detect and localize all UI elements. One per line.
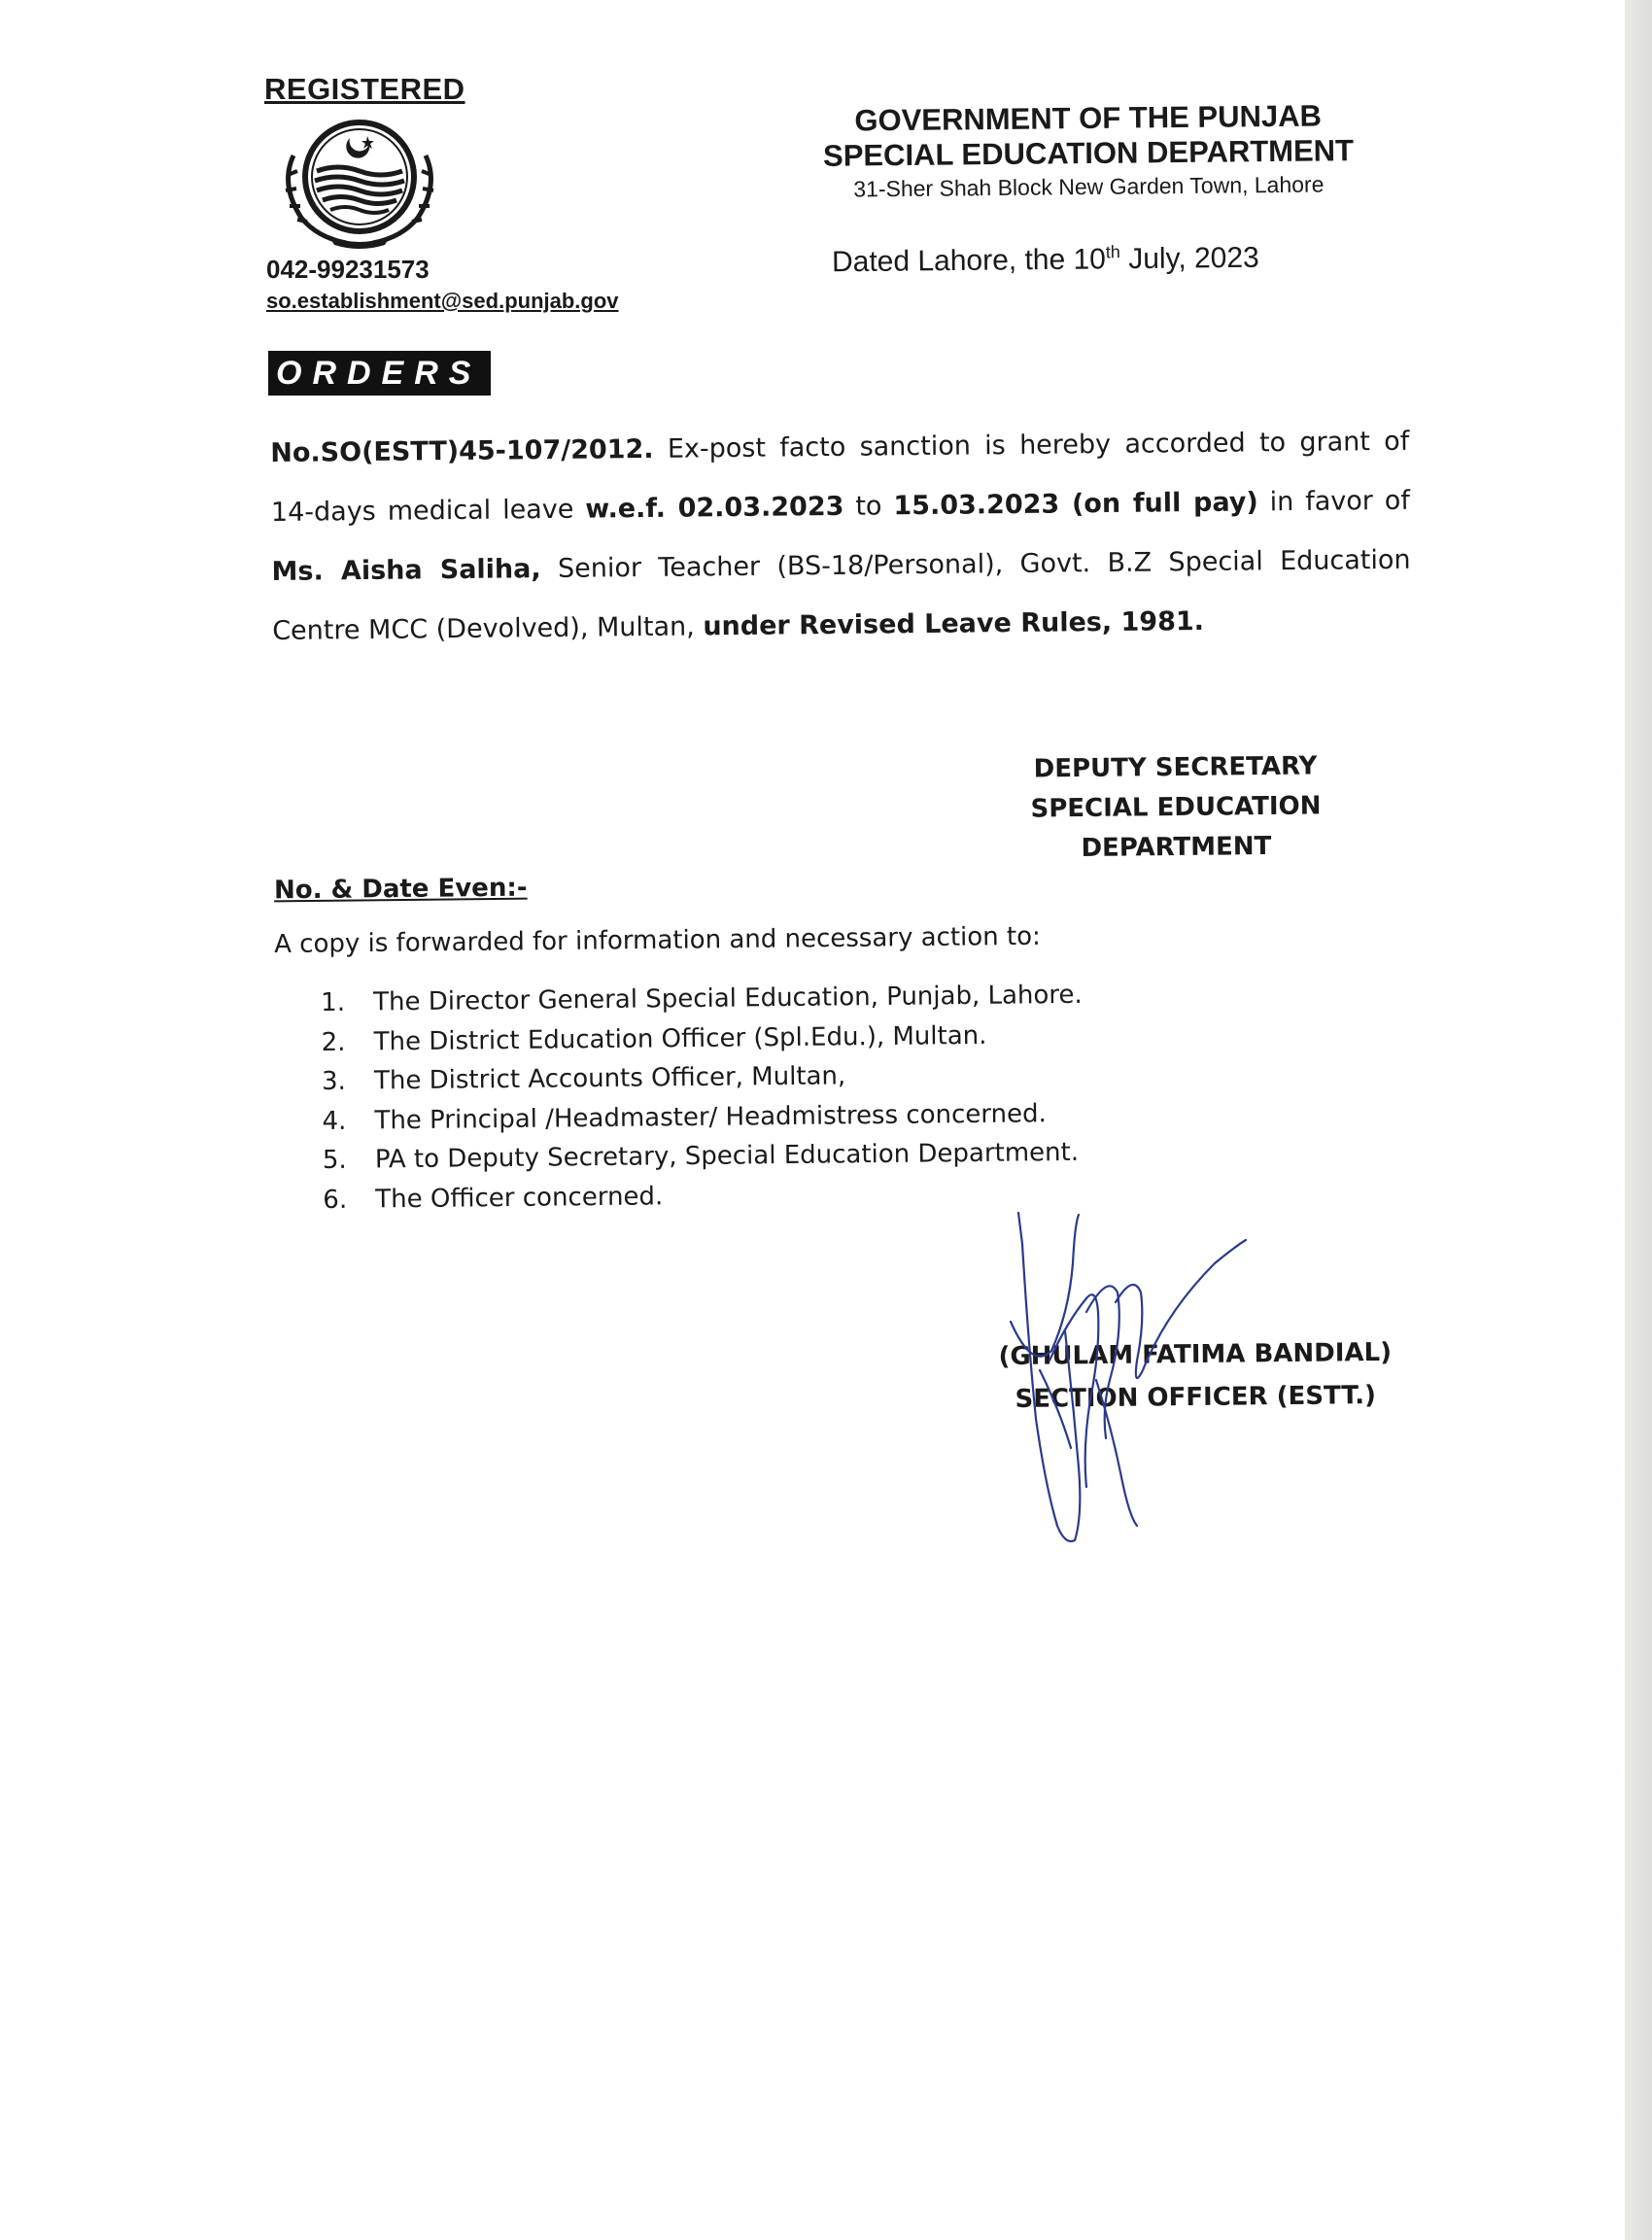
dated-line: Dated Lahore, the 10th July, 2023: [831, 241, 1259, 279]
punjab-government-emblem-icon: [274, 117, 445, 251]
page-edge: [1625, 0, 1652, 2240]
orders-heading: ORDERS: [268, 351, 491, 396]
phone-number: 042-99231573: [266, 255, 430, 284]
list-item: 5. PA to Deputy Secretary, Special Education Department.: [322, 1137, 1080, 1175]
no-date-even: No. & Date Even:-: [273, 873, 528, 906]
list-item: 6. The Officer concerned.: [323, 1181, 664, 1215]
registered-label: REGISTERED: [264, 72, 465, 106]
department-title: SPECIAL EDUCATION DEPARTMENT: [822, 133, 1355, 173]
email-address: so.establishment@sed.punjab.gov: [266, 289, 619, 313]
department-address: 31-Sher Shah Block New Garden Town, Lahore: [853, 171, 1325, 202]
order-number: No.SO(ESTT)45-107/2012.: [270, 433, 654, 468]
list-item: 1. The Director General Special Education, Punjab, Lahore.: [321, 980, 1083, 1017]
list-item: 3. The District Accounts Officer, Multan,: [321, 1061, 846, 1096]
handwritten-signature: [981, 1205, 1263, 1555]
signatory-designation: SECTION OFFICER (ESTT.): [1015, 1381, 1377, 1414]
letterhead-header: [757, 97, 1419, 205]
government-title: GOVERNMENT OF THE PUNJAB: [854, 98, 1323, 138]
order-paragraph: No.SO(ESTT)45-107/2012. Ex-post facto sanction is hereby accorded to grant of 14-days medical leave w.e.f. 02.03.2023 to 15.03.2023 (on full pay) in favor of Ms. Aisha Saliha, Senior Teacher (BS-18/Personal), Govt. B.Z Special Education Centre MCC (Devolved), Multan, under Revised Leave Rules, 1981.: [270, 426, 1411, 646]
employee-name: Ms. Aisha Saliha,: [271, 554, 541, 587]
distribution-list: [321, 975, 1197, 1220]
list-item: 4. The Principal /Headmaster/ Headmistress concerned.: [322, 1098, 1047, 1136]
list-item: 2. The District Education Officer (Spl.Edu.), Multan.: [321, 1020, 987, 1057]
deputy-secretary-block: DEPUTY SECRETARY SPECIAL EDUCATION DEPARTMENT: [1030, 751, 1322, 864]
signatory-name: (GHULAM FATIMA BANDIAL): [998, 1337, 1393, 1372]
copy-intro: A copy is forwarded for information and necessary action to:: [274, 921, 1041, 959]
